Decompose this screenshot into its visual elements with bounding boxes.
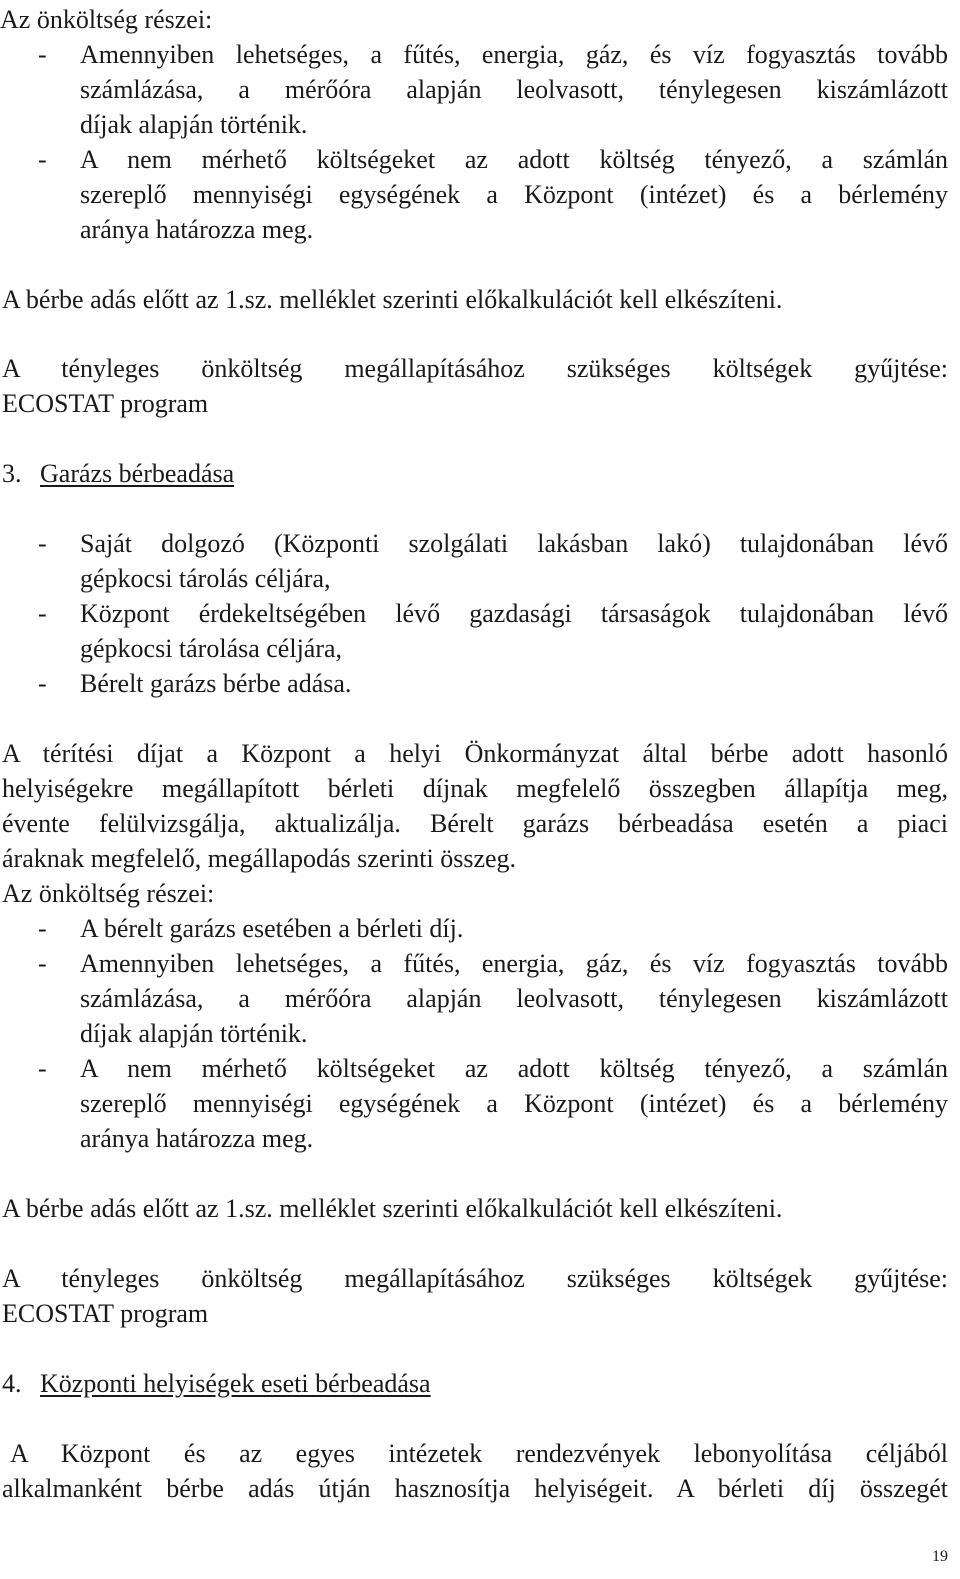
list-item-line: gépkocsi tárolás céljára,: [80, 564, 331, 593]
list-dash: -: [38, 1054, 47, 1083]
fee-paragraph: áraknak megfelelő, megállapodás szerinti összeg.: [2, 844, 517, 873]
cost-components-heading: Az önköltség részei:: [0, 5, 213, 34]
list-item-line: A nem mérhető költségeket az adott költség tényező, a számlán: [80, 145, 948, 174]
list-dash: -: [38, 529, 47, 558]
rental-paragraph: A Központ és az egyes intézetek rendezvények lebonyolítása céljából: [10, 1439, 948, 1468]
cost-collection-paragraph: A tényleges önköltség megállapításához szükséges költségek gyűjtése:: [2, 354, 948, 383]
list-item-line: aránya határozza meg.: [80, 1124, 314, 1153]
cost-collection-paragraph: ECOSTAT program: [2, 389, 209, 418]
list-dash: -: [38, 599, 47, 628]
list-item-line: aránya határozza meg.: [80, 215, 314, 244]
list-dash: -: [38, 145, 47, 174]
list-item-line: szereplő mennyiségi egységének a Központ (intézet) és a bérlemény: [80, 1089, 948, 1118]
cost-collection-paragraph: A tényleges önköltség megállapításához szükséges költségek gyűjtése:: [2, 1264, 948, 1293]
cost-components-heading: Az önköltség részei:: [2, 879, 215, 908]
fee-paragraph: helyiségekre megállapított bérleti díjnak megfelelő összegben állapítja meg,: [2, 774, 948, 803]
list-item-line: Központ érdekeltségében lévő gazdasági társaságok tulajdonában lévő: [80, 599, 948, 628]
list-item-line: szereplő mennyiségi egységének a Központ (intézet) és a bérlemény: [80, 180, 948, 209]
list-item-line: A nem mérhető költségeket az adott költség tényező, a számlán: [80, 1054, 948, 1083]
list-item-line: Amennyiben lehetséges, a fűtés, energia, gáz, és víz fogyasztás tovább: [80, 40, 948, 69]
section-title: Központi helyiségek eseti bérbeadása: [40, 1369, 431, 1398]
list-item-line: A bérelt garázs esetében a bérleti díj.: [80, 914, 464, 943]
list-dash: -: [38, 669, 47, 698]
fee-paragraph: A térítési díjat a Központ a helyi Önkormányzat által bérbe adott hasonló: [2, 739, 948, 768]
list-dash: -: [38, 914, 47, 943]
precalculation-paragraph: A bérbe adás előtt az 1.sz. melléklet szerinti előkalkulációt kell elkészíteni.: [2, 285, 783, 314]
list-item-line: díjak alapján történik.: [80, 1019, 308, 1048]
section-number: 4.: [2, 1369, 22, 1398]
list-item-line: számlázása, a mérőóra alapján leolvasott, ténylegesen kiszámlázott: [80, 75, 948, 104]
list-item-line: Amennyiben lehetséges, a fűtés, energia, gáz, és víz fogyasztás tovább: [80, 949, 948, 978]
section-number: 3.: [2, 459, 22, 488]
list-item-line: díjak alapján történik.: [80, 110, 308, 139]
list-item-line: Saját dolgozó (Központi szolgálati lakásban lakó) tulajdonában lévő: [80, 529, 948, 558]
rental-paragraph: alkalmanként bérbe adás útján hasznosítja helyiségeit. A bérleti díj összegét: [2, 1474, 948, 1503]
list-item-line: gépkocsi tárolása céljára,: [80, 634, 343, 663]
fee-paragraph: évente felülvizsgálja, aktualizálja. Bérelt garázs bérbeadása esetén a piaci: [2, 809, 948, 838]
page-number: 19: [932, 1548, 948, 1565]
list-item-line: számlázása, a mérőóra alapján leolvasott, ténylegesen kiszámlázott: [80, 984, 948, 1013]
section-title: Garázs bérbeadása: [40, 459, 235, 488]
list-item-line: Bérelt garázs bérbe adása.: [80, 669, 352, 698]
list-dash: -: [38, 40, 47, 69]
list-dash: -: [38, 949, 47, 978]
precalculation-paragraph: A bérbe adás előtt az 1.sz. melléklet szerinti előkalkulációt kell elkészíteni.: [2, 1194, 783, 1223]
cost-collection-paragraph: ECOSTAT program: [2, 1299, 209, 1328]
